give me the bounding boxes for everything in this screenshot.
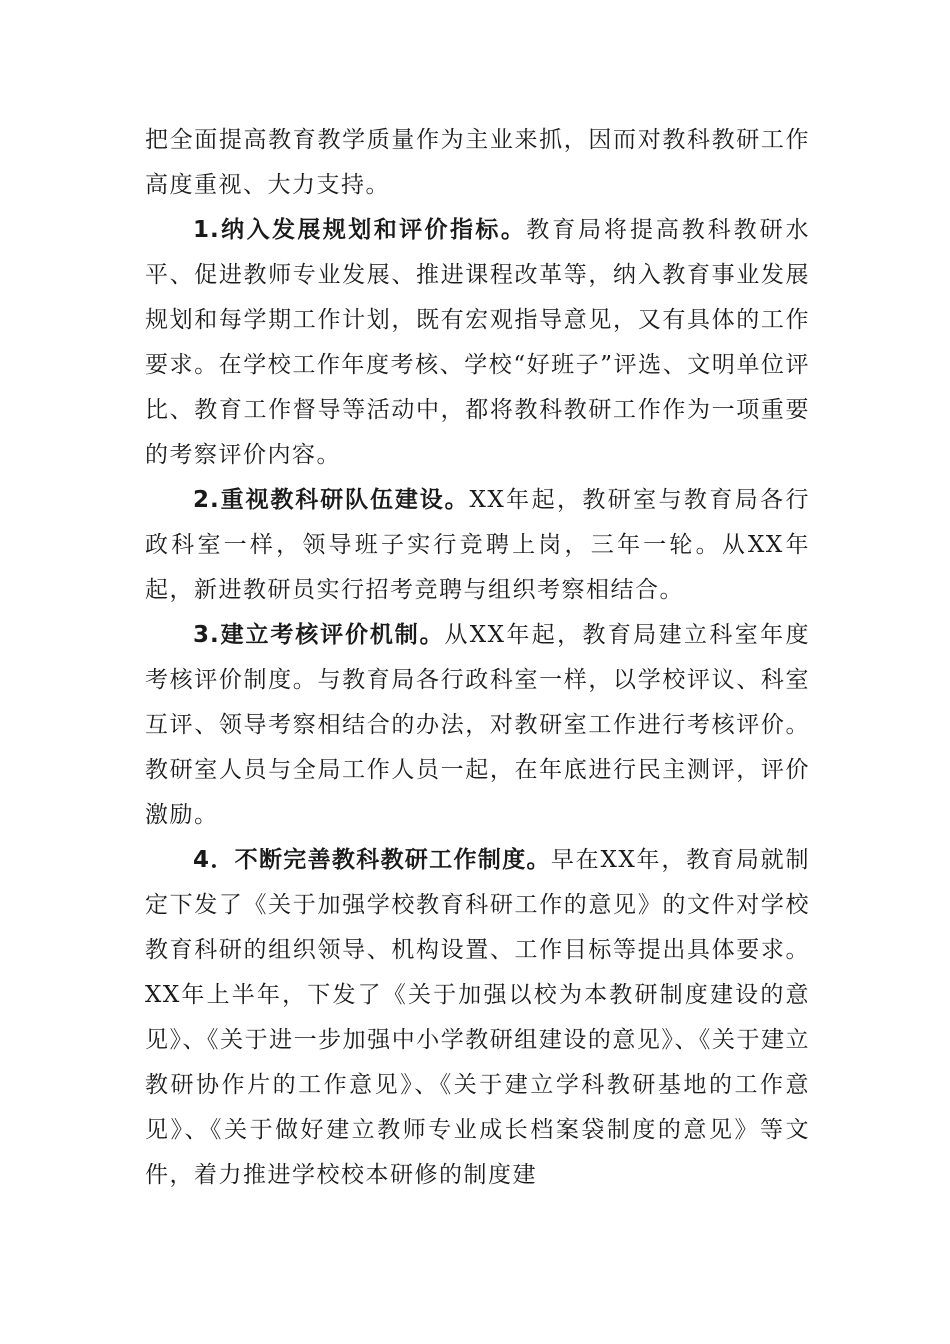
paragraph-4-text: 早在XX年，教育局就制定下发了《关于加强学校教育科研工作的意见》的文件对学校教育科研的组织领导、机构设置、工作目标等提出具体要求。XX年上半年，下发了《关于加强以校为本教研制度建设的意见》、《关于进一步加强中小学教研组建设的意见》、《关于建立教研协作片的工作意见》、《关于建立学科教研基地的工作意见》、《关于做好建立教师专业成长档案袋制度的意见》等文件，着力推进学校校本研修的制度建 (145, 847, 810, 1188)
paragraph-2 (145, 478, 810, 613)
paragraph-intro (145, 118, 810, 208)
paragraph-1-text: 教育局将提高教科教研水平、促进教师专业发展、推进课程改革等，纳入教育事业发展规划和每学期工作计划，既有宏观指导意见，又有具体的工作要求。在学校工作年度考核、学校“好班子”评选、文明单位评比、教育工作督导等活动中，都将教科教研工作作为一项重要的考察评价内容。 (145, 217, 811, 468)
paragraph-4 (145, 838, 810, 1198)
paragraph-1 (145, 208, 810, 478)
paragraph-3-heading: 3.建立考核评价机制。 (193, 622, 445, 648)
paragraph-intro-text: 把全面提高教育教学质量作为主业来抓，因而对教科教研工作高度重视、大力支持。 (145, 127, 810, 198)
document-body (145, 118, 810, 1198)
paragraph-3-text: 从XX年起，教育局建立科室年度考核评价制度。与教育局各行政科室一样，以学校评议、科室互评、领导考察相结合的办法，对教研室工作进行考核评价。教研室人员与全局工作人员一起，在年底进行民主测评，评价激励。 (145, 622, 810, 828)
paragraph-1-heading: 1.纳入发展规划和评价指标。 (193, 217, 527, 243)
paragraph-4-heading: 4．不断完善教科教研工作制度。 (193, 847, 551, 873)
paragraph-2-text: XX年起，教研室与教育局各行政科室一样，领导班子实行竞聘上岗，三年一轮。从XX年起，新进教研员实行招考竞聘与组织考察相结合。 (145, 487, 810, 603)
paragraph-3 (145, 613, 810, 838)
paragraph-2-heading: 2.重视教科研队伍建设。 (193, 487, 470, 513)
